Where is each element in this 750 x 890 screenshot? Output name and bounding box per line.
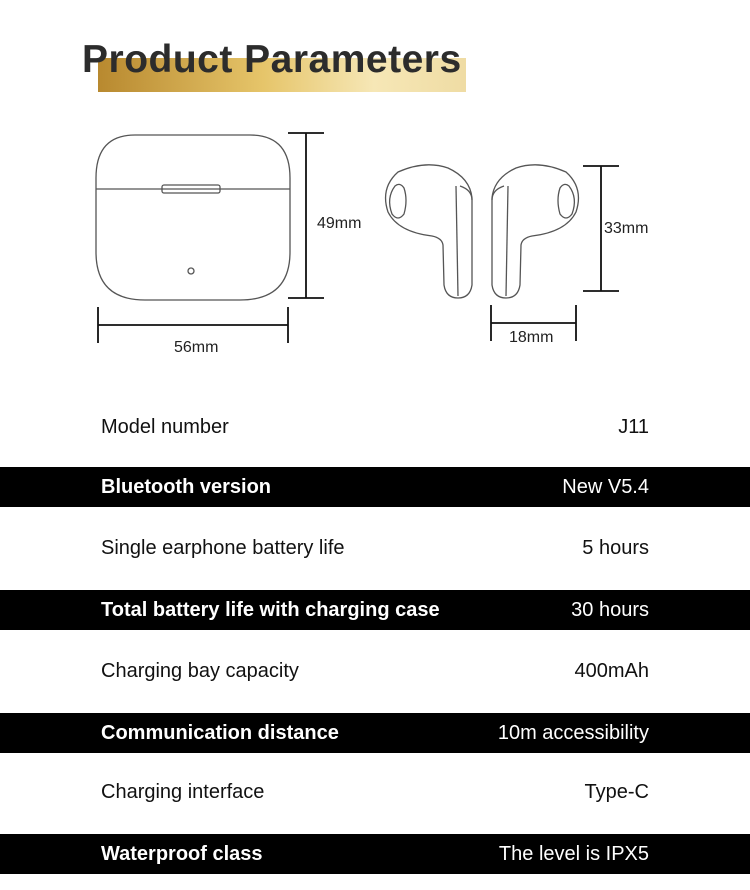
spec-label: Bluetooth version (101, 475, 272, 498)
case-height-label: 49mm (317, 215, 362, 232)
spec-label: Single earphone battery life (101, 536, 345, 559)
diagram-svg (0, 110, 750, 390)
case-width-dimension (98, 307, 288, 343)
spec-label: Model number (101, 415, 229, 438)
title-section (0, 0, 750, 110)
case-width-label: 56mm (174, 339, 219, 356)
right-earbud-illustration (492, 165, 578, 298)
spec-value: 5 hours (582, 536, 649, 559)
spec-value: 400mAh (574, 659, 649, 682)
dimension-diagram (0, 110, 750, 390)
spec-label: Communication distance (101, 721, 339, 744)
spec-label: Charging bay capacity (101, 659, 299, 682)
left-earbud-illustration (386, 165, 472, 298)
spec-row-total-battery (0, 590, 750, 630)
earbud-width-label: 18mm (509, 329, 554, 346)
page-title: Product Parameters (82, 38, 462, 81)
spec-row-model (0, 407, 750, 447)
spec-row-capacity (0, 651, 750, 691)
spec-row-distance (0, 713, 750, 753)
spec-row-interface (0, 772, 750, 812)
spec-row-bluetooth (0, 467, 750, 507)
earbud-height-label: 33mm (604, 220, 649, 237)
spec-value: Type-C (584, 780, 649, 803)
spec-row-single-battery (0, 528, 750, 568)
spec-value: The level is IPX5 (498, 842, 649, 865)
spec-value: J11 (618, 415, 649, 438)
spec-value: 10m accessibility (497, 721, 649, 744)
spec-row-waterproof (0, 834, 750, 874)
spec-label: Total battery life with charging case (101, 598, 440, 621)
spec-label: Charging interface (101, 780, 265, 803)
spec-label: Waterproof class (101, 842, 263, 865)
charging-case-illustration (96, 135, 290, 300)
spec-value: 30 hours (571, 598, 649, 621)
spec-value: New V5.4 (562, 475, 649, 498)
